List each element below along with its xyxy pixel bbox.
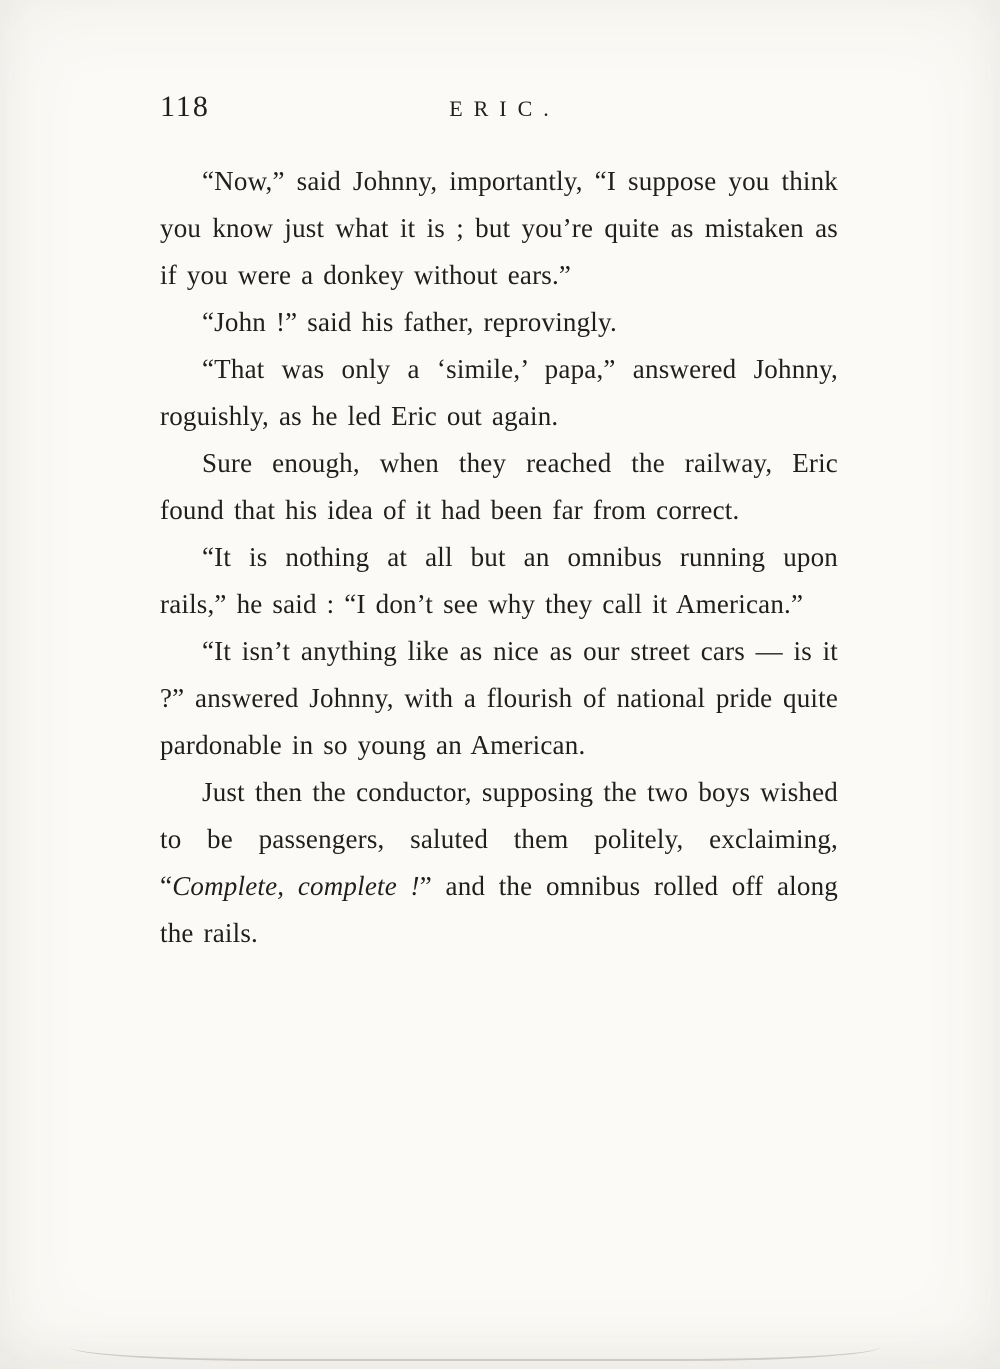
paragraph: Sure enough, when they reached the railway, Eric found that his idea of it had been far from correct.: [160, 448, 838, 525]
page-number: 118: [160, 90, 210, 123]
paragraph: “Now,” said Johnny, importantly, “I suppose you think you know just what it is ; but you’re quite as mistaken as if you were a donkey without ears.”: [160, 166, 838, 290]
paragraph-italic-text: Complete, complete !: [172, 871, 420, 901]
page-edge-shadow: [70, 1333, 880, 1361]
paragraph: “It is nothing at all but an omnibus running upon rails,” he said : “I don’t see why they call it American.”: [160, 542, 838, 619]
paragraph-text: Just then the conductor, supposing the two boys wished to be passengers, saluted them politely, exclaiming, “: [160, 777, 838, 901]
paragraph: [160, 769, 838, 957]
paragraph: “It isn’t anything like as nice as our street cars — is it ?” answered Johnny, with a flourish of national pride quite pardonable in so young an American.: [160, 636, 838, 760]
running-title: ERIC.: [449, 96, 560, 121]
body-text: [160, 158, 838, 957]
paragraph-text: ” and the omnibus rolled off along the rails.: [160, 871, 838, 948]
running-header: [160, 88, 838, 128]
paragraph: “That was only a ‘simile,’ papa,” answered Johnny, roguishly, as he led Eric out again.: [160, 354, 838, 431]
paragraph: “John !” said his father, reprovingly.: [202, 307, 617, 337]
